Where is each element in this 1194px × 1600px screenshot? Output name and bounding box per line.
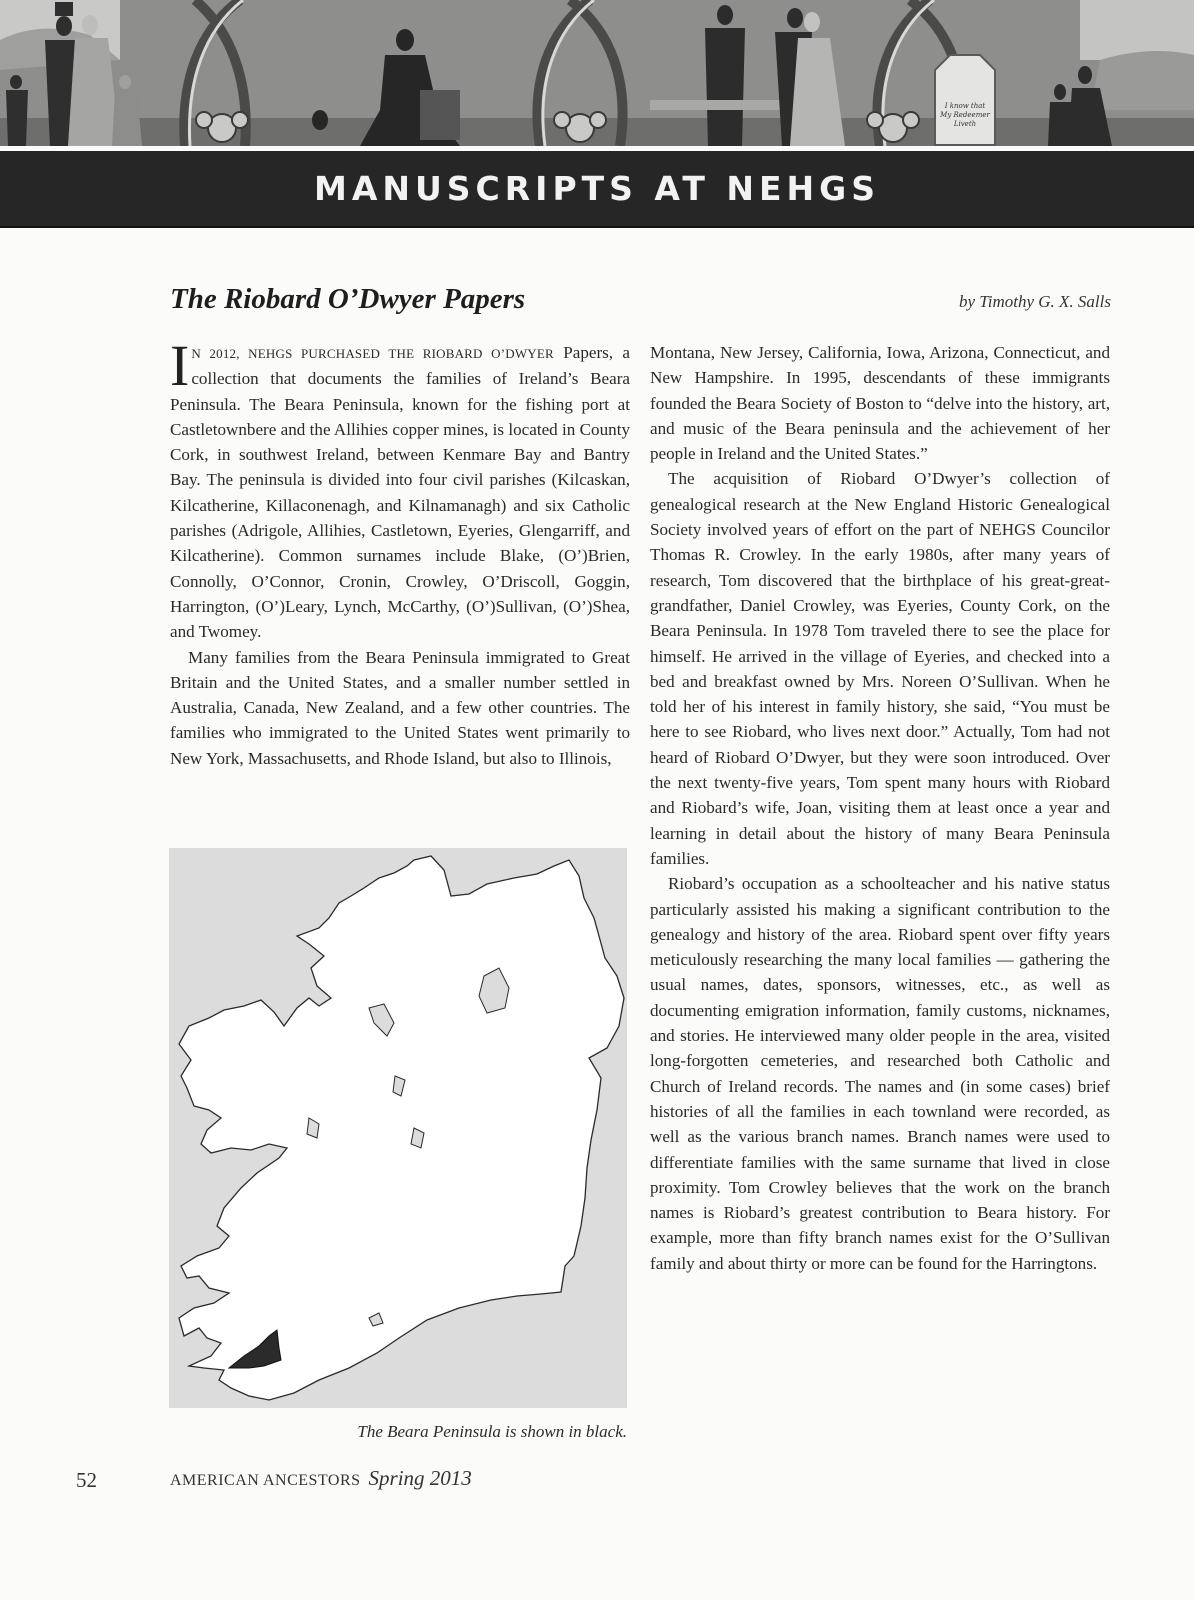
article-byline: by Timothy G. X. Salls bbox=[958, 292, 1111, 311]
running-footer bbox=[170, 1466, 472, 1491]
left-text-column bbox=[170, 333, 630, 771]
lead-paragraph bbox=[170, 333, 630, 645]
lead-paragraph-body: Papers, a collection that documents the families of Ireland’s Beara Peninsula. The Beara Peninsula, known for the fishing port at Castletownbere and the Allihies copper mines, is located in County Cork, in southwest Ireland, between Kenmare Bay and Bantry Bay. The peninsula is divided into four civil parishes (Kilcaskan, Kilcatherine, Killaconenagh, and Kilnamanagh) and six Catholic parishes (Adrigole, Allihies, Castletown, Eyeries, Glengarriff, and Kilcatherine). Common surnames include Blake, (O’)Brien, Connolly, O’Connor, Cronin, Crowley, O’Driscoll, Goggin, Harrington, (O’)Leary, Lynch, McCarthy, (O’)Sullivan, (O’)Shea, and Twomey. bbox=[170, 343, 630, 642]
svg-text:My Redeemer: My Redeemer bbox=[940, 111, 990, 119]
right-text-column bbox=[650, 340, 1110, 1276]
drop-cap: I bbox=[170, 333, 190, 398]
ireland-outline-map bbox=[169, 848, 627, 1408]
paragraph-continued-states: Montana, New Jersey, California, Iowa, Arizona, Connecticut, and New Hampshire. In 1995, descendants of these immigrants founded the Beara Society of Boston to “delve into the history, art, and music of the Beara peninsula and the achievement of her people in Ireland and the United States.” bbox=[650, 343, 1110, 464]
section-title: MANUSCRIPTS AT NEHGS bbox=[313, 169, 881, 208]
lead-smallcaps: N 2012, NEHGS PURCHASED THE RIOBARD O’DWYER bbox=[191, 346, 554, 361]
map-caption: The Beara Peninsula is shown in black. bbox=[357, 1422, 627, 1441]
ireland-map-figure bbox=[169, 848, 627, 1408]
section-title-bar bbox=[0, 151, 1194, 228]
gravestone-inscription: I know that bbox=[944, 102, 986, 110]
issue-label: Spring 2013 bbox=[368, 1466, 472, 1490]
paragraph-acquisition: The acquisition of Riobard O’Dwyer’s collection of genealogical research at the New England Historic Genealogical Society involved years of effort on the part of NEHGS Councilor Thomas R. Crowley. In the early 1980s, after many years of research, Tom discovered that the birthplace of his great-great-grandfather, Daniel Crowley, was Eyeries, County Cork, on the Beara Peninsula. In 1978 Tom traveled there to see the place for himself. He arrived in the village of Eyeries, and checked into a bed and breakfast owned by Mrs. Noreen O’Sullivan. When he told her of his interest in family history, she said, “You must be here to see Riobard, who lives next door.” Actually, Tom had not heard of Riobard O’Dwyer, but they were soon introduced. Over the next twenty-five years, Tom spent many hours with Riobard and Riobard’s wife, Joan, visiting them at least once a year and learning in detail about the history of many Beara Peninsula families. bbox=[650, 469, 1110, 868]
engraving-illustration bbox=[0, 0, 1194, 146]
page-number: 52 bbox=[76, 1468, 97, 1492]
publication-name: AMERICAN ANCESTORS bbox=[170, 1472, 361, 1489]
header-engraving-banner bbox=[0, 0, 1194, 146]
paragraph-research: Riobard’s occupation as a schoolteacher and his native status particularly assisted his making a significant contribution to the genealogy and history of the area. Riobard spent over fifty years meticulously researching the many local families — gathering the usual names, dates, sponsors, witnesses, etc., as well as documenting emigration information, family customs, nicknames, and stories. He interviewed many older people in the area, visited long-forgotten cemeteries, and researched both Catholic and Church of Ireland records. The names and (in some cases) brief histories of all the families in each townland were recorded, as well as the various branch names. Branch names were used to differentiate families with the same surname that lived in close proximity. Tom Crowley believes that the work on the branch names is Riobard’s greatest contribution to Beara history. For example, more than fifty branch names exist for the O’Sullivan family and about thirty or more can be found for the Harringtons. bbox=[650, 874, 1110, 1273]
svg-text:Liveth: Liveth bbox=[953, 120, 977, 128]
paragraph-immigration: Many families from the Beara Peninsula immigrated to Great Britain and the United States, and a smaller number settled in Australia, Canada, New Zealand, and a few other countries. The families who immigrated to the United States went primarily to New York, Massachusetts, and Rhode Island, but also to Illinois, bbox=[170, 647, 630, 768]
article-title: The Riobard O’Dwyer Papers bbox=[170, 283, 526, 315]
